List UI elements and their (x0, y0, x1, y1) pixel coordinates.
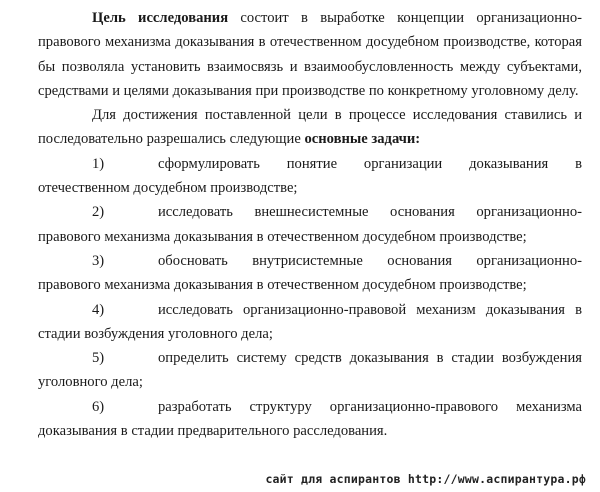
task-text: разработать структуру организационно-правового механизма доказывания в стадии предварительного расследования. (38, 398, 582, 440)
task-item (38, 249, 582, 298)
task-number: 2) (92, 204, 105, 221)
tasks-intro-text: Для достижения поставленной цели в процессе исследования ставились и последовательно разрешались следующие (38, 107, 582, 148)
research-goal-paragraph (38, 6, 582, 103)
research-goal-label: Цель исследования (92, 10, 229, 26)
task-text: сформулировать понятие организации доказывания в отечественном досудебном производстве; (38, 155, 582, 197)
task-text: определить систему средств доказывания в стадии возбуждения уголовного дела; (38, 350, 582, 391)
task-number: 3) (92, 252, 105, 269)
task-number: 6) (92, 398, 105, 415)
tasks-intro-paragraph (38, 103, 582, 152)
research-goal-text: состоит в выработке концепции организационно-правового механизма доказывания в отечественном досудебном производстве, которая бы позволяла установить взаимосвязь и взаимообусловленность между субъектами, средствами и целями доказывания при производстве по конкретному уголовному делу. (38, 10, 582, 99)
task-item (38, 395, 582, 444)
task-number: 5) (92, 350, 105, 367)
task-item (38, 152, 582, 201)
task-number: 1) (92, 155, 105, 172)
tasks-intro-bold: основные задачи: (304, 131, 421, 148)
site-watermark: сайт для аспирантов http://www.аспирантура.рф (265, 472, 586, 486)
task-text: обосновать внутрисистемные основания организационно-правового механизма доказывания в отечественном досудебном производстве; (38, 252, 582, 294)
task-item (38, 298, 582, 347)
task-number: 4) (92, 301, 105, 318)
task-item (38, 346, 582, 395)
task-text: исследовать организационно-правовой механизм доказывания в стадии возбуждения уголовного дела; (38, 301, 582, 342)
task-text: исследовать внешнесистемные основания организационно-правового механизма доказывания в отечественном досудебном производстве; (38, 204, 582, 245)
task-item (38, 200, 582, 249)
